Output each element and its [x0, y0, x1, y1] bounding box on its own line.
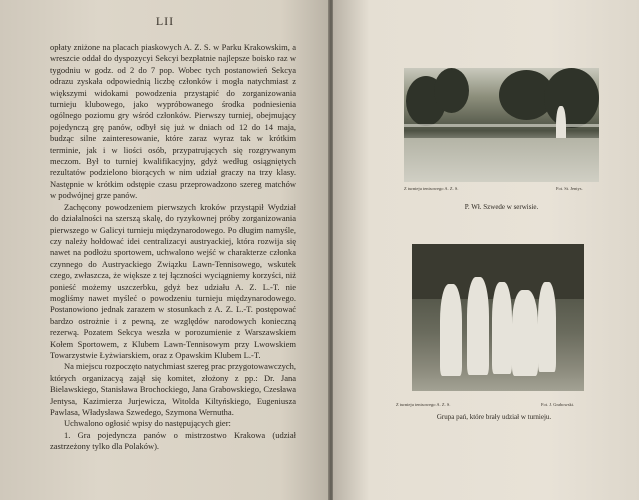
court-net-line — [404, 124, 599, 127]
woman-figure — [467, 277, 489, 375]
court-surface — [404, 138, 599, 182]
page-number: LII — [155, 14, 175, 28]
photo-credit-source: Z turnieju tenisowego A. Z. S. — [396, 402, 451, 407]
list-item: 1. Gra pojedyncza panów o mistrzostwo Krakowa (udział zastrzeżony tylko dla Polaków). — [50, 429, 296, 452]
woman-figure — [440, 284, 462, 376]
paragraph: Zachęcony powodzeniem pierwszych kroków przystąpił Wydział do działalności na szerszą skalę, do ryzykownej próby zorganizowania pierwszego w Galicyi turnieju międzynarodowego. Po długim namyśle, czy należy hołdować idei centralizacyi austryackiej, która rozwija się nawet na podłożu sportowem, uchwalono wejść w charakterze członka czynnego do Austryackiego Związku Lawn-Tennisowego, wskutek czego, zwłaszcza, że większe z tej łączności wyciągniemy korzyści, niż ponieść możemy uszczerbku, gdyż bez udziału A. Z. L.-T. nie mogliśmy nawet myśleć o powodzeniu turnieju międzynarodowego. Postanowiono jednak zarazem w stosunkach z A. Z. L.-T. postępować bardzo ostrożnie i z pewną, ze względów narodowych konieczną rezerwą. Pozatem Sekcya weszła w porozumienie z Warszawskiem Kołem Sportowem, z Klubem Lawn-Tennisowym przy Lwowskiem Towarzystwie Łyżwiarskiem, oraz z Opawskim Klubem L.-T. — [50, 201, 296, 360]
body-text — [50, 42, 296, 453]
paragraph: Uchwalono ogłosić wpisy do następujących gier: — [64, 418, 231, 429]
photo-credit-author: Fot. St. Jentys. — [556, 186, 583, 191]
paragraph: opłaty zniżone na placach piaskowych A. Z. S. w Parku Krakowskim, a wreszcie oddał do dyspozycyi Sekcyi bezpłatnie najlepsze boisko raz w tygodniu w godz. od 2 do 7 pop. Wobec tych postanowień Sekcya odrazu zyskała odpowiednią liczbę członków i mogła natychmiast z większymi widokami powodzenia przystąpić do zorganizowania turnieju klubowego, jako wypróbowanego środka podniesienia ogólnego poziomu gry wśród członków. Pierwszy turniej, obejmujący pojedynczą grę panów, odbył się już w dniach od 12 do 14 maja, budząc silne zainteresowanie, które zaraz wyraz tak w krótkim terminie, jak i w liości osób, przypatrujących się rozgrywanym meczom. Był to turniej kwalifikacyjny, gdyż według osiągniętych rezultatów podzielono biorących w nim udział graczy na trzy klasy. Następnie w krótkim odstępie czasu przeprowadzono szereg matchów w podwójnej grze panów. — [50, 42, 296, 201]
photo-group-women — [412, 244, 584, 391]
woman-figure — [538, 282, 556, 372]
photo-tennis-serve — [404, 68, 599, 182]
photo-caption: P. Wł. Szwede w serwisie. — [464, 203, 539, 211]
photo-caption: Grupa pań, które brały udział w turnieju. — [436, 413, 552, 421]
paragraph: Na miejscu rozpoczęto natychmiast szereg prac przygotowawczych, których organizacyą zajął się komitet, złożony z pp.: Dr. Jana Bielawskiego, Stanisława Brochockiego, Jana Grabowskiego, Czesława Jentysa, Kazimierza Jurjewicza, Witolda Kiltyńskiego, Eugeniusza Pawlasa, Władysława Szwedego, Szymona Wernutha. — [50, 361, 296, 417]
woman-figure — [492, 282, 512, 374]
tree-shape — [544, 68, 599, 128]
photo-credit-author: Fot. J. Grabowski. — [541, 402, 575, 407]
tree-shape — [434, 68, 469, 113]
photo-credit-source: Z turnieju tenisowego A. Z. S. — [404, 186, 459, 191]
woman-figure — [512, 290, 538, 376]
